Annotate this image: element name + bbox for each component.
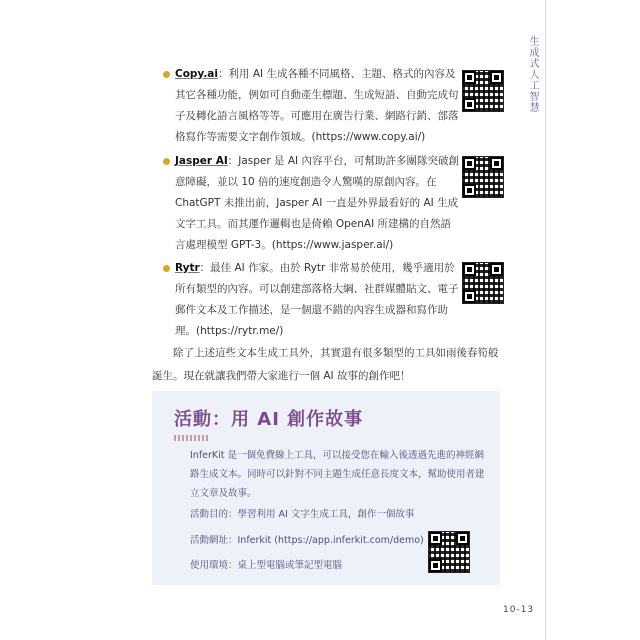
activity-intro: InferKit 是一個免費線上工具，可以接受您在輸入後透過先進的神經網路生成文本。同時可以針對不同主題生成任意長度文本，幫助使用者建立文章及故事。 (190, 450, 485, 499)
tool-name[interactable]: Copy.ai (175, 68, 218, 80)
separator: ： (199, 262, 211, 274)
tool-name[interactable]: Jasper AI (175, 155, 228, 167)
tool-description: Jasper 是 AI 內容平台，可幫助許多團隊突破創意障礙，並以 10 倍的速度創造令人驚嘆的原創內容。在 ChatGPT 未推出前，Jasper AI 一直是外界最看好的 AI 生成文字工具。而其運作邏輯也是倚賴 OpenAI 所建構的自然語言處理模型 GPT-3。(https://www.jasper.ai/) (175, 155, 459, 251)
activity-website[interactable]: 活動網址：Inferkit (https://app.inferkit.com/demo) (190, 535, 424, 546)
tool-description: 利用 AI 生成各種不同風格、主題、格式的內容及其它各種功能，例如可自動產生標題、生成短語、自動完成句子及轉化語言風格等等。可應用在廣告行業、網路行銷、部落格寫作等需要文字創作領域。(https://www.copy.ai/) (175, 68, 459, 143)
entry-jasper-ai (175, 151, 460, 256)
tool-description: 最佳 AI 作家。由於 Rytr 非常易於使用，幾乎適用於所有類型的內容。可以創建部落格大綱、社群媒體貼文、電子郵件文本及工作描述，是一個還不錯的內容生成器和寫作助理。(https://rytr.me/) (175, 262, 459, 337)
activity-purpose: 活動目的：學習利用 AI 文字生成工具，創作一個故事 (190, 509, 415, 520)
chapter-side-tab: 生成式人工智慧 (527, 36, 538, 113)
qr-code-icon (428, 531, 470, 573)
page-number: 10-13 (503, 605, 535, 615)
title-underline-decoration (174, 435, 210, 441)
activity-box (152, 391, 500, 585)
activity-title: 活動：用 AI 創作故事 (174, 409, 364, 430)
separator: ： (227, 155, 239, 167)
qr-code-icon (462, 156, 504, 198)
body-paragraph: 除了上述這些文本生成工具外，其實還有很多類型的工具如雨後春筍般誕生。現在就讓我們帶大家進行一個 AI 故事的創作吧！ (152, 347, 499, 382)
bullet-icon (163, 158, 170, 165)
entry-rytr (175, 258, 460, 342)
activity-environment: 使用環境：桌上型電腦或筆記型電腦 (190, 560, 343, 571)
bullet-icon (163, 265, 170, 272)
tool-name[interactable]: Rytr (175, 262, 200, 274)
separator: ： (218, 68, 229, 80)
margin-rule (545, 0, 546, 640)
qr-code-icon (462, 262, 504, 304)
entry-copy-ai (175, 64, 460, 148)
bullet-icon (163, 71, 170, 78)
qr-code-icon (462, 70, 504, 112)
